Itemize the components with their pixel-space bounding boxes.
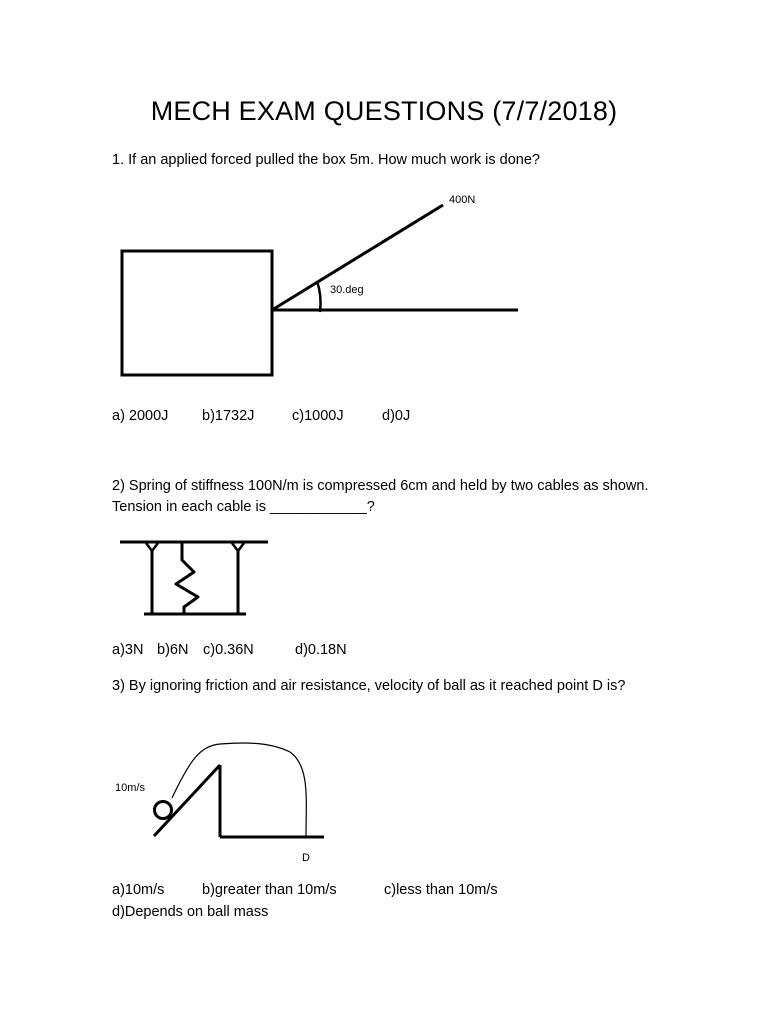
option-d[interactable]: d)Depends on ball mass (112, 904, 269, 920)
page-title: MECH EXAM QUESTIONS (7/7/2018) (150, 96, 618, 126)
option-c[interactable]: c)1000J (292, 408, 344, 424)
force-label: 400N (449, 194, 476, 206)
option-d[interactable]: d)0.18N (295, 642, 347, 658)
option-c[interactable]: c)0.36N (203, 642, 254, 658)
question-1-text: 1. If an applied forced pulled the box 5m. How much work is done? (112, 152, 540, 168)
question-3-options (112, 879, 498, 923)
option-b[interactable]: b)greater than 10m/s (202, 882, 337, 898)
question-2-text: 2) Spring of stiffness 100N/m is compressed 6cm and held by two cables as shown. Tension in each cable is ____________? (112, 478, 649, 515)
angle-label: 30.deg (330, 284, 364, 296)
point-d-label: D (302, 852, 310, 864)
option-a[interactable]: a) 2000J (112, 408, 169, 424)
trajectory-curve (172, 743, 306, 836)
option-d[interactable]: d)0J (382, 408, 411, 424)
speed-label: 10m/s (115, 782, 145, 794)
option-a[interactable]: a)10m/s (112, 882, 165, 898)
option-a[interactable]: a)3N (112, 642, 144, 658)
option-b[interactable]: b)1732J (202, 408, 255, 424)
option-b[interactable]: b)6N (157, 642, 189, 658)
ball-shape (155, 802, 172, 819)
question-3-text: 3) By ignoring friction and air resistance, velocity of ball as it reached point D is? (112, 678, 626, 694)
option-c[interactable]: c)less than 10m/s (384, 882, 498, 898)
